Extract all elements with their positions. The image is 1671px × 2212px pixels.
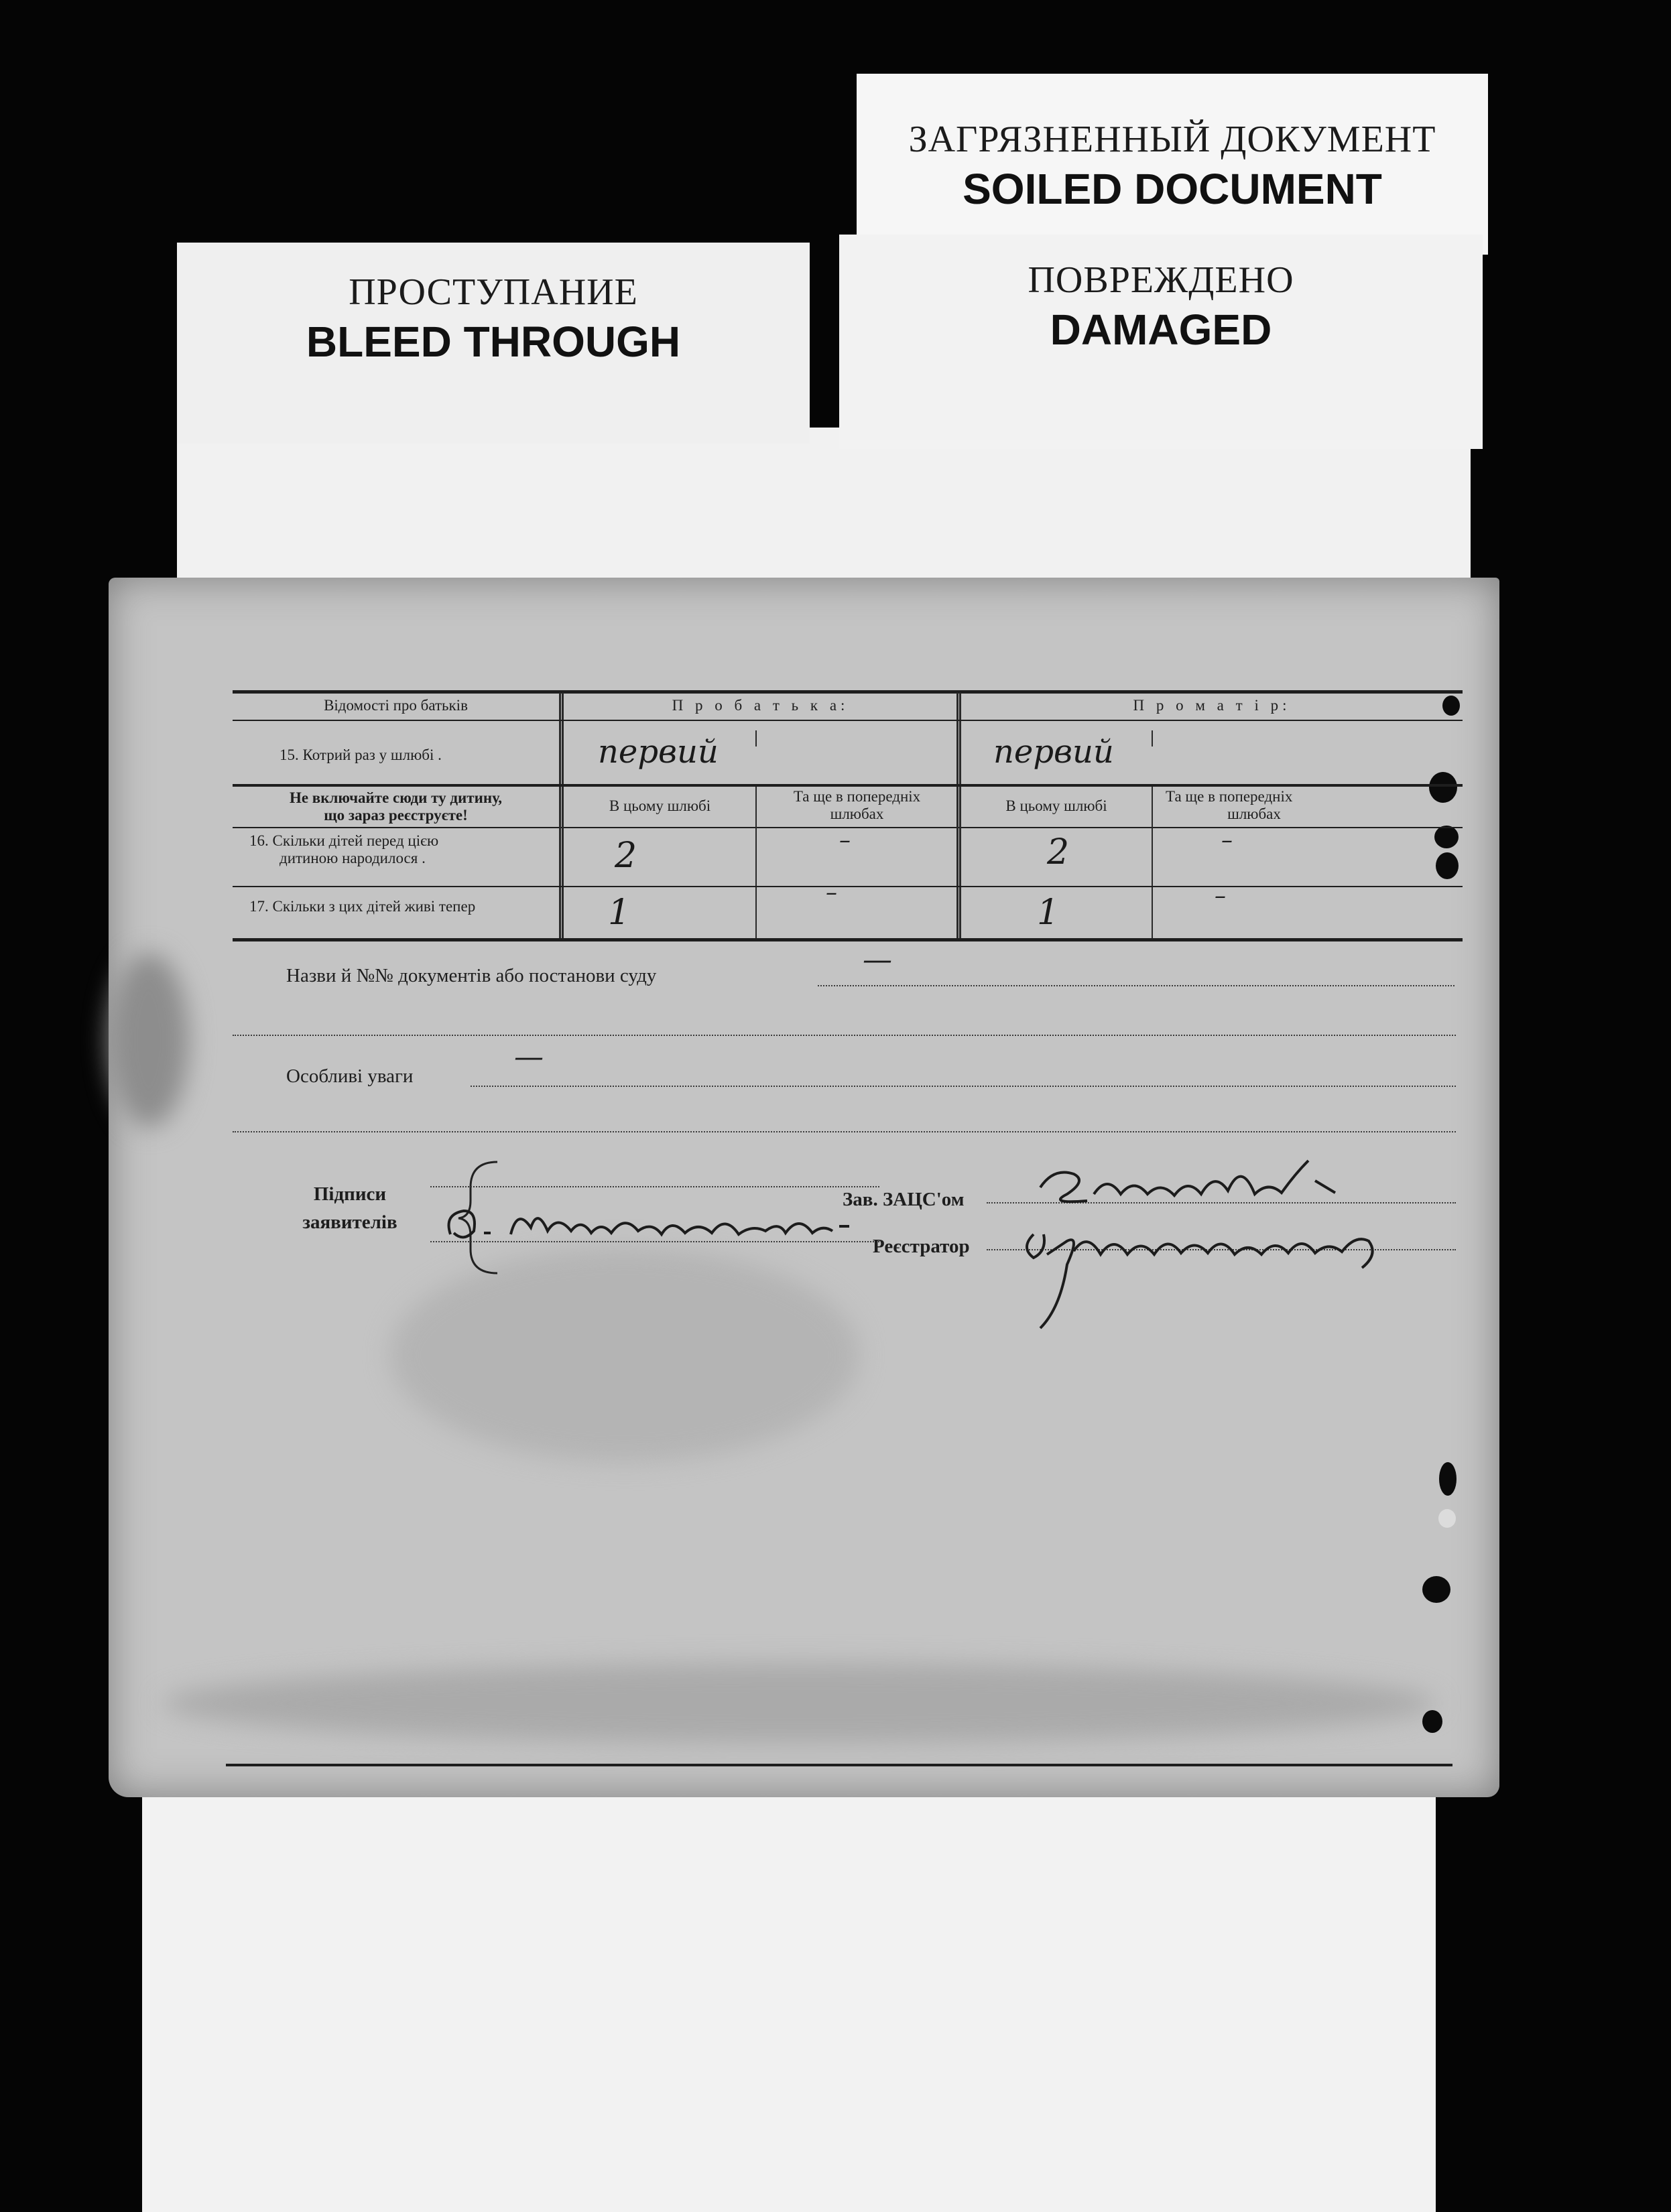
table-top-rule <box>233 690 1463 694</box>
header-about-father: П р о б а т ь к а: <box>672 697 849 714</box>
table-divider <box>559 693 561 844</box>
head-signature <box>1027 1154 1429 1221</box>
table-divider <box>1152 827 1153 941</box>
remarks-value: — <box>514 1040 544 1074</box>
applicant-signature <box>437 1194 906 1254</box>
note-line-1: Не включайте сюди ту дитину, <box>289 789 503 806</box>
table-divider <box>755 730 757 746</box>
page-bottom-rule <box>226 1764 1452 1766</box>
row-15-mother-value: первий <box>993 733 1114 771</box>
remarks-label: Особливі уваги <box>286 1065 414 1087</box>
row-17-father-this: 1 <box>608 893 631 933</box>
documents-line <box>818 985 1455 986</box>
header-parents-info: Відомості про батьків <box>324 697 468 714</box>
table-bottom-rule <box>233 938 1463 941</box>
binding-hole <box>1436 852 1459 879</box>
soiled-label-en: SOILED DOCUMENT <box>963 165 1382 213</box>
applicants-signature-label-2: заявителів <box>302 1212 397 1233</box>
paper-strip <box>177 428 1471 582</box>
bleed-label-en: BLEED THROUGH <box>306 318 681 366</box>
registrar-signature <box>1007 1214 1422 1335</box>
row-15-father-value: первий <box>598 733 719 771</box>
table-divider <box>959 693 961 844</box>
backing-sheet <box>142 1769 1436 2212</box>
binding-hole <box>1439 1462 1457 1496</box>
row-16-father-this: 2 <box>615 836 637 876</box>
table-rule <box>233 886 1463 887</box>
documents-line-2 <box>233 1035 1456 1036</box>
bleed-through-card <box>177 243 810 444</box>
mother-prev-marriages-head-2: шлюбах <box>1227 805 1281 822</box>
table-divider <box>956 827 958 941</box>
row-17-label: 17. Скільки з цих дітей живі тепер <box>249 898 476 915</box>
father-prev-marriages-head-2: шлюбах <box>830 805 884 822</box>
mother-this-marriage-head: В цьому шлюбі <box>1005 797 1107 814</box>
binding-hole <box>1438 1509 1456 1528</box>
row-15-label: 15. Котрий раз у шлюбі . <box>280 746 442 763</box>
row-16-label-1: 16. Скільки дітей перед цією <box>249 832 439 849</box>
header-about-mother: П р о м а т і р: <box>1133 697 1291 714</box>
bleed-through-stain <box>390 1248 859 1462</box>
row-16-label-2: дитиною народилося . <box>280 850 426 866</box>
applicant-sign-line-1 <box>430 1186 879 1187</box>
registration-form-page <box>109 578 1499 1797</box>
bleed-label-ru: ПРОСТУПАНИЕ <box>349 271 638 313</box>
row-16-mother-this: 2 <box>1047 832 1070 872</box>
damaged-card <box>839 235 1483 449</box>
table-rule <box>233 720 1463 721</box>
table-rule <box>233 784 1463 787</box>
note-line-2: що зараз реєструєте! <box>324 807 468 824</box>
registrar-label: Реєстратор <box>873 1236 970 1257</box>
row-17-father-prev: – <box>826 879 837 906</box>
damaged-label-en: DAMAGED <box>1050 306 1272 354</box>
applicants-signature-label-1: Підписи <box>313 1183 387 1205</box>
documents-label: Назви й №№ документів або постанови суду <box>286 965 657 986</box>
table-divider <box>559 827 561 941</box>
mother-prev-marriages-head-1: Та ще в попередніх <box>1166 788 1293 805</box>
remarks-line <box>471 1086 1456 1087</box>
remarks-line-2 <box>233 1131 1456 1132</box>
documents-value: — <box>863 943 892 977</box>
table-divider <box>956 693 958 844</box>
soiled-document-card <box>857 74 1488 255</box>
stain <box>162 1663 1436 1744</box>
row-17-mother-prev: – <box>1215 883 1226 909</box>
row-16-father-prev: – <box>839 827 851 854</box>
father-prev-marriages-head-1: Та ще в попередніх <box>793 788 921 805</box>
binding-hole <box>1422 1576 1450 1603</box>
table-divider <box>562 827 564 941</box>
table-divider <box>959 827 961 941</box>
father-this-marriage-head: В цьому шлюбі <box>609 797 711 814</box>
damaged-label-ru: ПОВРЕЖДЕНО <box>1028 259 1294 301</box>
head-of-registry-label: Зав. ЗАЦС'ом <box>843 1189 965 1210</box>
table-divider <box>562 693 564 844</box>
binding-hole <box>1434 826 1459 848</box>
table-divider <box>1152 730 1153 746</box>
table-divider <box>755 827 757 941</box>
stain <box>109 953 189 1127</box>
binding-hole <box>1422 1710 1442 1733</box>
row-17-mother-this: 1 <box>1037 893 1060 933</box>
row-16-mother-prev: – <box>1221 827 1233 854</box>
soiled-label-ru: ЗАГРЯЗНЕННЫЙ ДОКУМЕНТ <box>908 119 1436 160</box>
